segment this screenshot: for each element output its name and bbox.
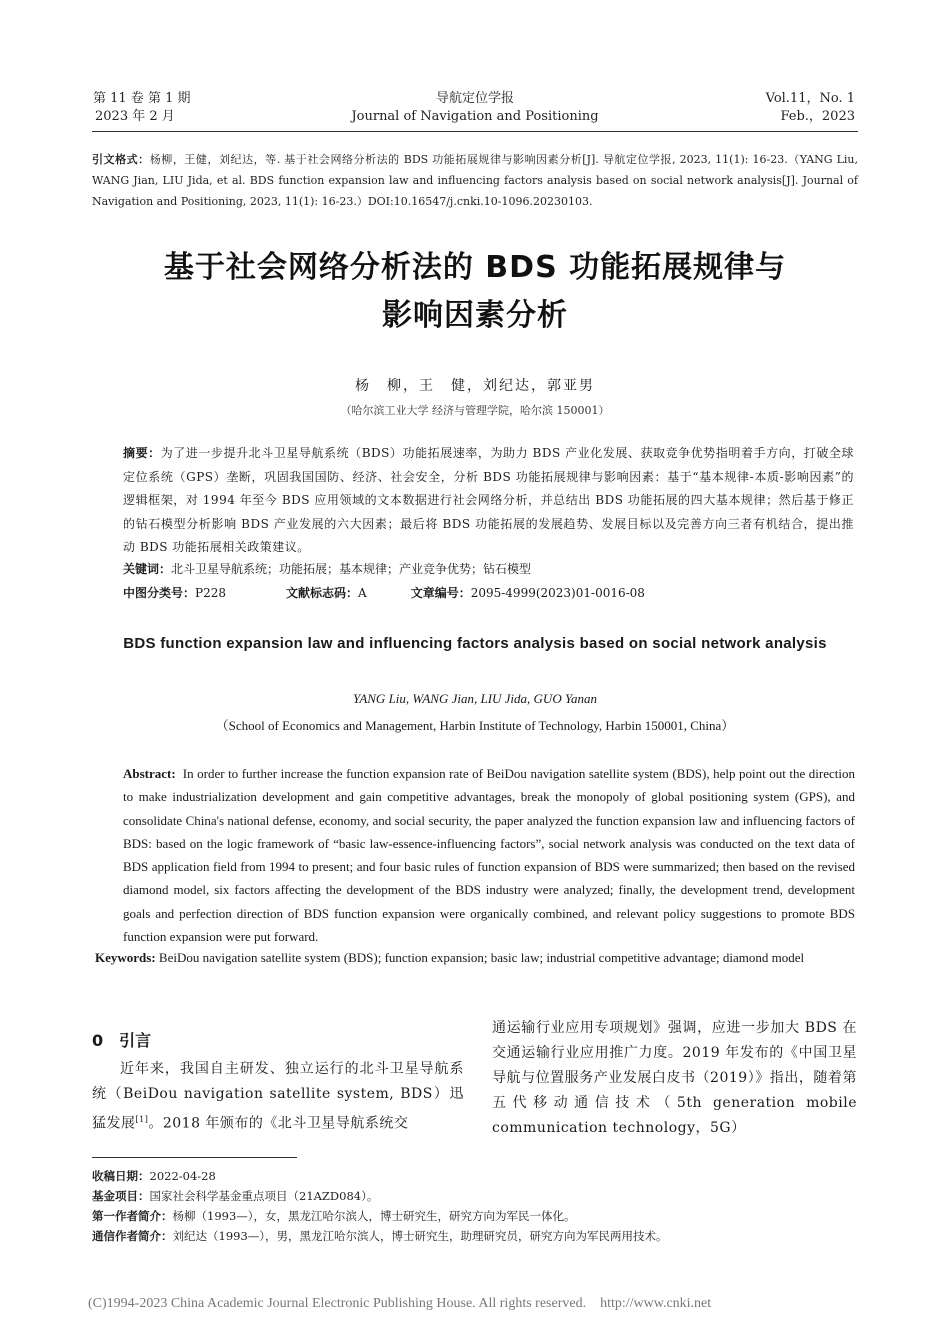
footnote-label: 通信作者简介： bbox=[92, 1229, 173, 1243]
abstract-en-label: Abstract bbox=[123, 766, 172, 781]
journal-name-cn: 导航定位学报 bbox=[435, 91, 514, 106]
clc-label: 中图分类号： bbox=[123, 586, 196, 600]
footnote-text: 杨柳（1993—），女，黑龙江哈尔滨人，博士研究生，研究方向为军民一体化。 bbox=[172, 1209, 576, 1223]
intro-paragraph bbox=[92, 1057, 464, 1137]
keywords-cn bbox=[123, 558, 854, 580]
cnki-link[interactable]: http://www.cnki.net bbox=[600, 1296, 712, 1311]
footnote-funding bbox=[92, 1186, 858, 1206]
footnote-text: 国家社会科学基金重点项目（21AZD084）。 bbox=[149, 1189, 379, 1203]
section-number: 0 bbox=[92, 1031, 104, 1050]
volume-en-text: Vol.11，No. 1 bbox=[765, 91, 855, 106]
footnote-label: 第一作者简介： bbox=[92, 1209, 173, 1223]
citation-label: 引文格式： bbox=[92, 153, 150, 166]
title-cn-line-1: 基于社会网络分析法的 BDS 功能拓展规律与 bbox=[163, 250, 787, 285]
authors-en: YANG Liu, WANG Jian, LIU Jida, GUO Yanan bbox=[353, 691, 597, 706]
reference-marker[interactable]: [1] bbox=[135, 1115, 149, 1124]
footnote-label: 收稿日期： bbox=[92, 1169, 150, 1183]
article-number-value: 2095-4999(2023)01-0016-08 bbox=[470, 586, 645, 600]
title-cn-line-2: 影响因素分析 bbox=[382, 298, 568, 333]
copyright-text: (C)1994-2023 China Academic Journal Electronic Publishing House. All rights reserved. bbox=[88, 1296, 587, 1311]
footnote-first-author bbox=[92, 1206, 858, 1226]
citation-block bbox=[92, 149, 858, 212]
doc-code-label: 文献标志码： bbox=[286, 586, 359, 600]
header-divider bbox=[92, 131, 858, 132]
abstract-cn-label: 摘要： bbox=[123, 446, 161, 460]
body-right-column bbox=[492, 1016, 857, 1141]
journal-name bbox=[300, 90, 650, 126]
footnote-received bbox=[92, 1166, 858, 1186]
footnote-divider bbox=[92, 1157, 297, 1158]
body-left-column bbox=[92, 1028, 464, 1137]
keywords-en bbox=[95, 946, 855, 969]
footnote-text: 刘纪达（1993—），男，黑龙江哈尔滨人，博士研究生，助理研究员，研究方向为军民两用技术。 bbox=[172, 1229, 668, 1243]
abstract-en-text: In order to further increase the function expansion rate of BeiDou navigation satellite system (BDS), help point out the direction to make industrialization development and gain competitive advantages, break the monopoly of global positioning system (GPS), and consolidate China's national defense, economy, and social security, the paper analyzed the function expansion law and influencing factors of BDS: based on the logic framework of “basic law-essence-influencing factors”, social network analysis was conducted on the text data of BDS application field from 1994 to present; and four basic rules of function expansion of BDS were summarized; then based on the revised diamond model, six factors affecting the development of the BDS industry were analyzed; finally, the development trend, development goals and perfection direction of BDS function expansion were organically combined, and relevant policy suggestions to promote BDS function expansion were put forward. bbox=[123, 766, 856, 945]
intro-paragraph-continued: 通运输行业应用专项规划》强调，应进一步加大 BDS 在交通运输行业应用推广力度。2019 年发布的《中国卫星导航与位置服务产业发展白皮书（2019）》指出，随着第五代移动通信技术（5th generation mobile communication technology，5G） bbox=[492, 1020, 857, 1136]
paper-title-cn bbox=[60, 244, 890, 340]
keywords-en-label: Keywords: bbox=[95, 950, 156, 965]
abstract-cn bbox=[123, 442, 854, 560]
affiliation-cn: （哈尔滨工业大学 经济与管理学院，哈尔滨 150001） bbox=[340, 404, 610, 417]
intro-text-part-2: 。2018 年颁布的《北斗卫星导航系统交 bbox=[148, 1115, 409, 1132]
footnote-label: 基金项目： bbox=[92, 1189, 150, 1203]
footnote-text: 2022-04-28 bbox=[149, 1169, 216, 1183]
date-en-text: Feb.，2023 bbox=[780, 109, 855, 124]
journal-volume-issue bbox=[93, 90, 190, 126]
section-title: 引言 bbox=[119, 1031, 152, 1050]
abstract-en: Abstract: In order to further increase the function expansion rate of BeiDou navigation satellite system (BDS), help point out the direction to make industrialization development and gain competitive advantages, break the monopoly of global positioning system (GPS), and consolidate China's national defense, economy, and social security, the paper analyzed the function expansion law and influencing factors of BDS: based on the logic framework of “basic law-essence-influencing factors”, social network analysis was conducted on the text data of BDS application field from 1994 to present; and four basic rules of function expansion of BDS were summarized; then based on the revised diamond model, six factors affecting the development of the BDS industry were analyzed; finally, the development trend, development goals and perfection direction of BDS function expansion were organically combined, and relevant policy suggestions to promote BDS function expansion were put forward. bbox=[123, 766, 856, 945]
intro-text-part-1: 近年来，我国自主研发、独立运行的北斗卫星导航系统（BeiDou navigation satellite system, BDS）迅猛发展 bbox=[92, 1061, 464, 1132]
keywords-cn-text: 北斗卫星导航系统；功能拓展；基本规律；产业竞争优势；钻石模型 bbox=[171, 562, 532, 576]
abstract-cn-text: 为了进一步提升北斗卫星导航系统（BDS）功能拓展速率，为助力 BDS 产业化发展、获取竞争优势指明着手方向，打破全球定位系统（GPS）垄断，巩固我国国防、经济、社会安全，分析 BDS 功能拓展规律与影响因素：基于“基本规律-本质-影响因素”的逻辑框架，对 1994 年至今 BDS 应用领域的文本数据进行社会网络分析，并总结出 BDS 功能拓展的四大基本规律；然后基于修正的钻石模型分析影响 BDS 产业发展的六大因素；最后将 BDS 功能拓展的发展趋势、发展目标以及完善方向三者有机结合，提出推动 BDS 功能拓展相关政策建议。 bbox=[123, 446, 854, 554]
journal-name-en: Journal of Navigation and Positioning bbox=[351, 109, 599, 124]
footnote-corresponding-author bbox=[92, 1226, 858, 1246]
affiliation-en: （School of Economics and Management, Harbin Institute of Technology, Harbin 150001, China） bbox=[215, 718, 735, 733]
paper-title-en: BDS function expansion law and influencing factors analysis based on social network analysis bbox=[123, 635, 827, 652]
article-number-label: 文章编号： bbox=[410, 586, 471, 600]
journal-volume-en bbox=[766, 90, 855, 126]
keywords-en-text: BeiDou navigation satellite system (BDS); function expansion; basic law; industrial competitive advantage; diamond model bbox=[158, 950, 805, 965]
copyright-line bbox=[88, 1296, 910, 1312]
doc-code-value: A bbox=[358, 586, 367, 600]
date-text: 2023 年 2 月 bbox=[95, 109, 175, 124]
keywords-cn-label: 关键词： bbox=[123, 562, 172, 576]
volume-issue-text: 第 11 卷 第 1 期 bbox=[93, 91, 191, 106]
section-heading bbox=[92, 1028, 464, 1051]
classification-line bbox=[123, 582, 854, 604]
footnotes bbox=[92, 1166, 858, 1246]
authors-cn: 杨 柳，王 健，刘纪达，郭亚男 bbox=[355, 378, 595, 394]
citation-text: 杨柳，王健，刘纪达，等. 基于社会网络分析法的 BDS 功能拓展规律与影响因素分析[J]. 导航定位学报, 2023, 11(1): 16-23.（YANG Liu, WANG Jian, LIU Jida, et al. BDS function expansion law and influencing factors analysis based on social network analysis[J]. Journal of Navigation and Positioning, 2023, 11(1): 16-23.）DOI:10.16547/j.cnki.10-1096.20230103. bbox=[92, 153, 859, 208]
clc-value: P228 bbox=[195, 586, 226, 600]
